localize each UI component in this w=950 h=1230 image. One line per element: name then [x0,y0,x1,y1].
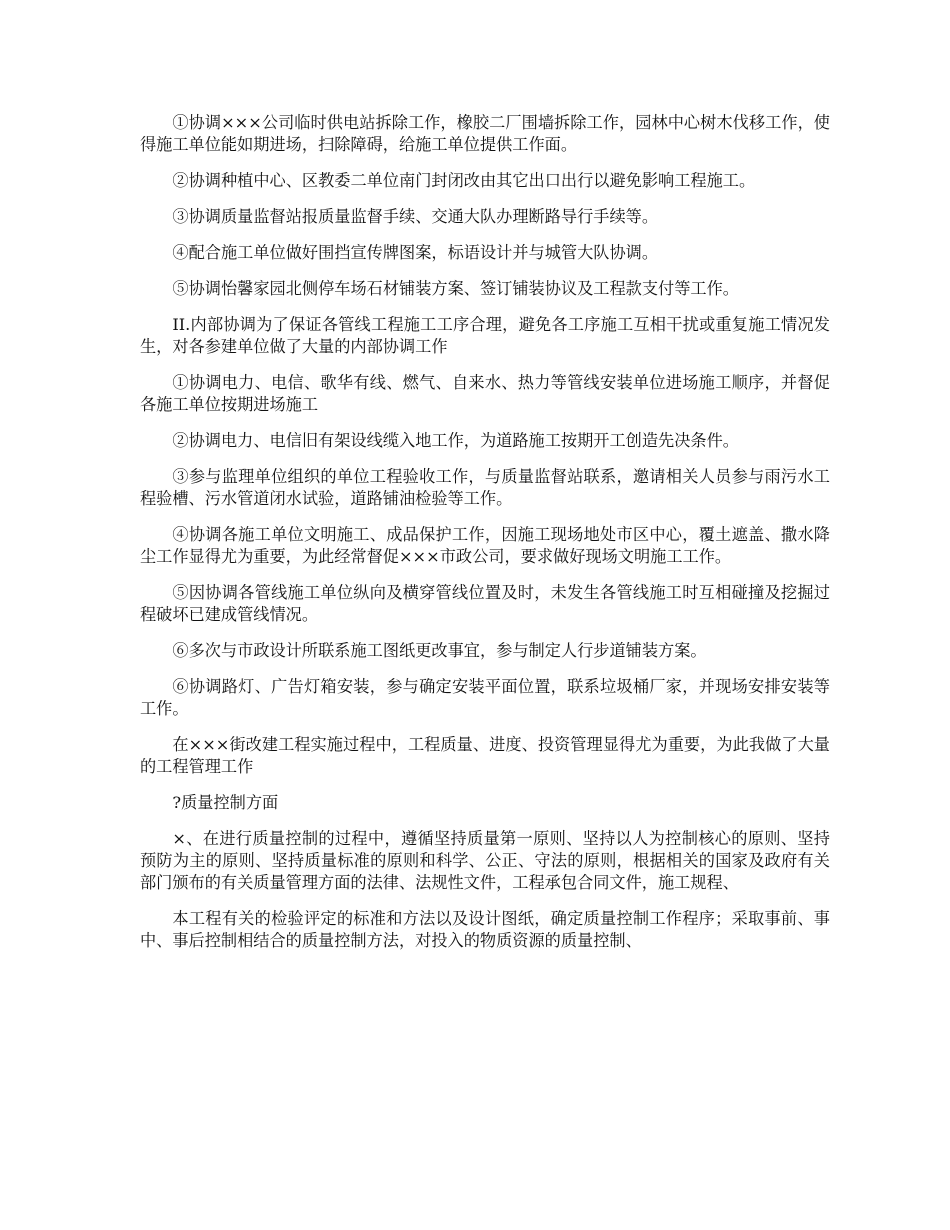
paragraph-17: 本工程有关的检验评定的标准和方法以及设计图纸，确定质量控制工作程序；采取事前、事中、事后控制相结合的质量控制方法，对投入的物质资源的质量控制、 [140,909,830,950]
paragraph-3: ③协调质量监督站报质量监督手续、交通大队办理断路导行手续等。 [172,207,659,226]
paragraph-10: ④协调各施工单位文明施工、成品保护工作，因施工现场地处市区中心，覆土遮盖、撒水降尘工作显得尤为重要，为此经常督促×××市政公司，要求做好现场文明施工工作。 [140,525,830,566]
paragraph-6: II.内部协调为了保证各管线工程施工工序合理，避免各工序施工互相干扰或重复施工情况发生，对各参建单位做了大量的内部协调工作 [140,315,830,356]
section-heading: ?质量控制方面 [172,793,279,812]
paragraph-16: ×、在进行质量控制的过程中，遵循坚持质量第一原则、坚持以人为控制核心的原则、坚持预防为主的原则、坚持质量标准的原则和科学、公正、守法的原则，根据相关的国家及政府有关部门颁布的有关质量管理方面的法律、法规性文件，工程承包合同文件，施工规程、 [140,829,830,892]
paragraph-8: ②协调电力、电信旧有架设线缆入地工作，为道路施工按期开工创造先决条件。 [172,431,739,450]
paragraph-14: 在×××街改建工程实施过程中，工程质量、进度、投资管理显得尤为重要，为此我做了大量的工程管理工作 [140,735,830,776]
paragraph-12: ⑥多次与市政设计所联系施工图纸更改事宜，参与制定人行步道铺装方案。 [172,641,707,660]
paragraph-5: ⑤协调怡馨家园北侧停车场石材铺装方案、签订铺装协议及工程款支付等工作。 [172,279,739,298]
document-body [140,112,830,966]
paragraph-4: ④配合施工单位做好围挡宣传牌图案，标语设计并与城管大队协调。 [172,243,659,262]
paragraph-11: ⑤因协调各管线施工单位纵向及横穿管线位置及时，未发生各管线施工时互相碰撞及挖掘过程破坏已建成管线情况。 [140,583,830,624]
paragraph-7: ①协调电力、电信、歌华有线、燃气、自来水、热力等管线安装单位进场施工顺序，并督促各施工单位按期进场施工 [140,373,830,414]
paragraph-1: ①协调×××公司临时供电站拆除工作，橡胶二厂围墙拆除工作，园林中心树木伐移工作，使得施工单位能如期进场，扫除障碍，给施工单位提供工作面。 [140,113,830,154]
paragraph-2: ②协调种植中心、区教委二单位南门封闭改由其它出口出行以避免影响工程施工。 [172,171,756,190]
paragraph-9: ③参与监理单位组织的单位工程验收工作，与质量监督站联系，邀请相关人员参与雨污水工程验槽、污水管道闭水试验，道路铺油检验等工作。 [140,467,830,508]
paragraph-13: ⑥协调路灯、广告灯箱安装，参与确定安装平面位置，联系垃圾桶厂家，并现场安排安装等工作。 [140,677,830,718]
